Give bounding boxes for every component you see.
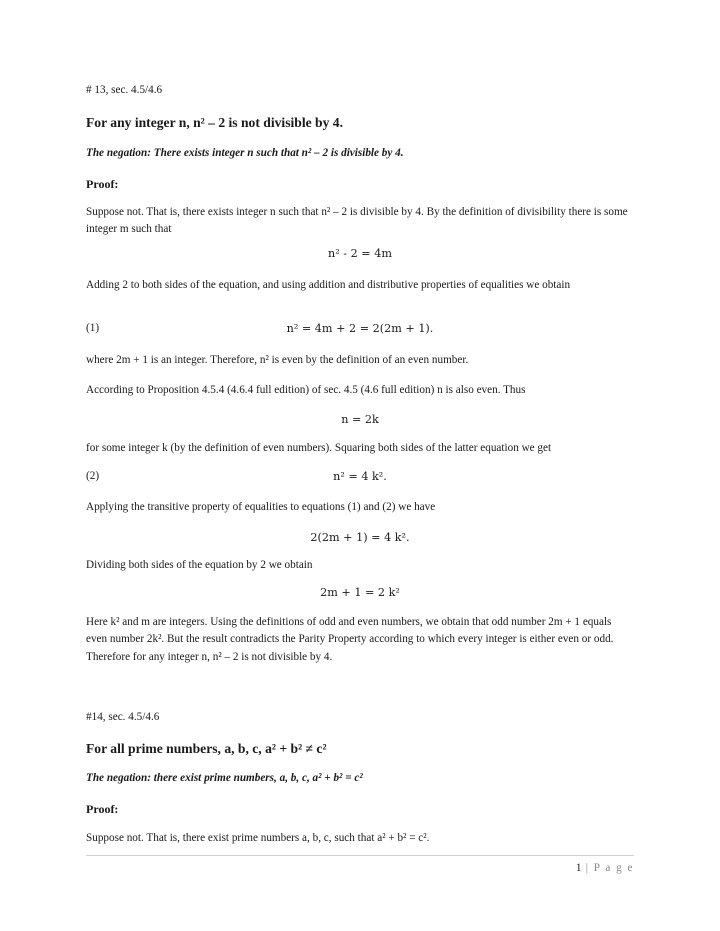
problem-13-paragraph-8: Here k² and m are integers. Using the definitions of odd and even numbers, we obtain that odd number 2m + 1 equals even number 2k². But the result contradicts the Parity Property according to which every integer is either even or odd. Therefore for any integer n, n² – 2 is not divisible by 4. xyxy=(86,616,614,663)
equation-n-equals-2k: n = 2k xyxy=(341,413,379,426)
problem-13-negation: The negation: There exists integer n such that n² – 2 is divisible by 4. xyxy=(86,147,404,159)
equation-2: n² = 4 k². xyxy=(333,470,387,483)
problem-14-proof-label: Proof: xyxy=(86,802,119,816)
problem-13-paragraph-7: Dividing both sides of the equation by 2 we obtain xyxy=(86,559,313,571)
page-separator: | xyxy=(581,862,594,874)
page-footer xyxy=(576,862,634,874)
equation-n2-minus-2: n² - 2 = 4m xyxy=(328,247,392,260)
problem-13-paragraph-1: Suppose not. That is, there exists integer n such that n² – 2 is divisible by 4. By the definition of divisibility there is some integer m such that xyxy=(86,206,628,236)
problem-13-paragraph-4: According to Proposition 4.5.4 (4.6.4 full edition) of sec. 4.5 (4.6 full edition) n is also even. Thus xyxy=(86,384,526,396)
problem-14-paragraph-1: Suppose not. That is, there exist prime numbers a, b, c, such that a² + b² = c². xyxy=(86,832,430,844)
problem-13-paragraph-6: Applying the transitive property of equalities to equations (1) and (2) we have xyxy=(86,501,436,513)
footer-divider xyxy=(86,855,634,856)
problem-13-paragraph-3: where 2m + 1 is an integer. Therefore, n² is even by the definition of an even number. xyxy=(86,354,469,366)
problem-13-proof-label: Proof: xyxy=(86,177,119,191)
equation-transitive: 2(2m + 1) = 4 k². xyxy=(310,531,410,544)
page-number: 1 xyxy=(575,862,582,874)
equation-divided: 2m + 1 = 2 k² xyxy=(320,586,400,599)
equation-1: n² = 4m + 2 = 2(2m + 1). xyxy=(286,322,434,335)
problem-13-reference: # 13, sec. 4.5/4.6 xyxy=(86,84,163,96)
problem-13-paragraph-5: for some integer k (by the definition of even numbers). Squaring both sides of the latter equation we get xyxy=(86,442,552,454)
problem-14-title: For all prime numbers, a, b, c, a² + b² ≠ c² xyxy=(86,741,327,756)
page-word: P a g e xyxy=(593,862,634,874)
problem-13-paragraph-2: Adding 2 to both sides of the equation, and using addition and distributive properties of equalities we obtain xyxy=(86,279,571,291)
problem-13-title: For any integer n, n² – 2 is not divisible by 4. xyxy=(86,115,343,130)
equation-1-number: (1) xyxy=(86,322,100,334)
problem-14-reference: #14, sec. 4.5/4.6 xyxy=(86,711,160,723)
equation-2-number: (2) xyxy=(86,470,100,482)
problem-14-negation: The negation: there exist prime numbers, a, b, c, a² + b² = c² xyxy=(86,772,363,784)
